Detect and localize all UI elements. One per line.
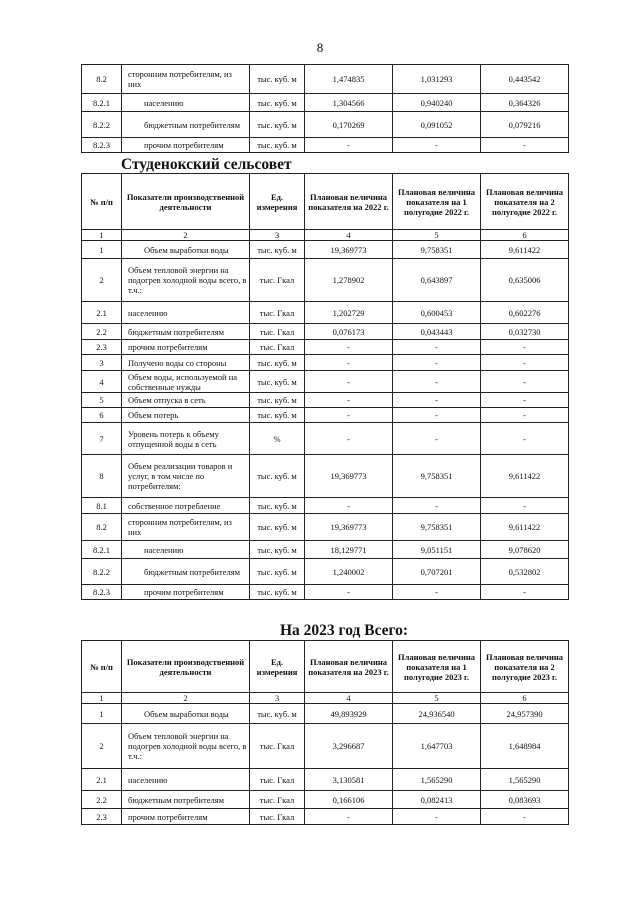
row-number: 3 [82, 355, 122, 371]
row-value-h2: - [481, 498, 569, 514]
table-row [82, 302, 569, 324]
row-value-h1: 0,600453 [393, 302, 481, 324]
index-cell: 3 [250, 230, 305, 241]
row-value-h2: 9,611422 [481, 241, 569, 259]
row-indicator: Объем отпуска в сеть [122, 393, 250, 408]
studenok-table [81, 173, 569, 600]
row-unit: тыс. Гкал [250, 769, 305, 791]
row-value-year: - [305, 340, 393, 355]
row-unit: тыс. куб. м [250, 355, 305, 371]
row-value-h2: - [481, 423, 569, 455]
row-unit: тыс. куб. м [250, 704, 305, 724]
row-indicator: Объем выработки воды [122, 241, 250, 259]
row-value-h1: - [393, 138, 481, 153]
table-row [82, 809, 569, 825]
row-unit: тыс. Гкал [250, 724, 305, 769]
row-value-h1: 9,758351 [393, 514, 481, 541]
row-value-year: - [305, 355, 393, 371]
row-indicator: бюджетным потребителям [122, 324, 250, 340]
row-value-year: 1,304566 [305, 94, 393, 112]
table-row [82, 355, 569, 371]
row-number: 5 [82, 393, 122, 408]
header-unit: Ед. измерения [250, 641, 305, 693]
row-value-h2: - [481, 138, 569, 153]
row-value-h2: - [481, 809, 569, 825]
row-value-h1: - [393, 585, 481, 600]
table-row [82, 393, 569, 408]
row-value-h2: 0,443542 [481, 65, 569, 94]
row-value-year: 3,130581 [305, 769, 393, 791]
row-number: 2 [82, 724, 122, 769]
table-row [82, 259, 569, 302]
row-indicator: Получено воды со стороны [122, 355, 250, 371]
index-row [82, 693, 569, 704]
row-number: 2 [82, 259, 122, 302]
row-number: 8.2.1 [82, 94, 122, 112]
row-value-h1: - [393, 371, 481, 393]
row-unit: тыс. куб. м [250, 541, 305, 559]
row-value-year: 19,369773 [305, 455, 393, 498]
row-number: 7 [82, 423, 122, 455]
row-unit: тыс. куб. м [250, 112, 305, 138]
row-value-year: 0,166106 [305, 791, 393, 809]
row-unit: тыс. куб. м [250, 65, 305, 94]
row-value-year: 49,893929 [305, 704, 393, 724]
row-unit: тыс. куб. м [250, 371, 305, 393]
total-2023-table [81, 640, 569, 825]
row-indicator: Объем тепловой энергии на подогрев холодной воды всего, в т.ч.: [122, 724, 250, 769]
row-number: 2.2 [82, 324, 122, 340]
row-value-year: - [305, 809, 393, 825]
row-value-year: 1,474835 [305, 65, 393, 94]
table-row [82, 498, 569, 514]
row-value-year: 1,278902 [305, 259, 393, 302]
row-unit: тыс. куб. м [250, 559, 305, 585]
row-value-year: - [305, 393, 393, 408]
row-value-h2: - [481, 585, 569, 600]
table-row [82, 138, 569, 153]
row-number: 2.3 [82, 809, 122, 825]
row-value-h2: 9,078620 [481, 541, 569, 559]
row-unit: тыс. куб. м [250, 498, 305, 514]
row-indicator: населению [122, 541, 250, 559]
row-unit: тыс. куб. м [250, 241, 305, 259]
index-cell: 1 [82, 230, 122, 241]
index-cell: 1 [82, 693, 122, 704]
row-value-h2: - [481, 355, 569, 371]
row-indicator: населению [122, 769, 250, 791]
table-row [82, 724, 569, 769]
row-indicator: прочим потребителям [122, 809, 250, 825]
row-value-year: 0,170269 [305, 112, 393, 138]
row-number: 2.1 [82, 769, 122, 791]
row-indicator: Объем потерь [122, 408, 250, 423]
index-cell: 5 [393, 693, 481, 704]
continuation-table [81, 64, 569, 153]
row-value-h1: 9,051151 [393, 541, 481, 559]
row-value-year: - [305, 408, 393, 423]
row-value-h1: 0,643897 [393, 259, 481, 302]
row-unit: тыс. куб. м [250, 455, 305, 498]
row-value-h1: 24,936540 [393, 704, 481, 724]
row-indicator: прочим потребителям [122, 340, 250, 355]
row-value-h2: 0,364326 [481, 94, 569, 112]
row-unit: тыс. Гкал [250, 791, 305, 809]
row-unit: тыс. Гкал [250, 340, 305, 355]
row-number: 2.3 [82, 340, 122, 355]
row-indicator: Объем реализации товаров и услуг, в том числе по потребителям: [122, 455, 250, 498]
row-number: 8.2.2 [82, 559, 122, 585]
row-unit: тыс. Гкал [250, 809, 305, 825]
row-indicator: бюджетным потребителям [122, 559, 250, 585]
section-title-2023: На 2023 год Всего: [280, 622, 409, 639]
table-row [82, 65, 569, 94]
row-unit: тыс. Гкал [250, 259, 305, 302]
row-value-h2: - [481, 371, 569, 393]
row-indicator: прочим потребителям [122, 585, 250, 600]
row-value-year: 19,369773 [305, 241, 393, 259]
header-year: Плановая величина показателя на 2023 г. [305, 641, 393, 693]
row-value-year: - [305, 371, 393, 393]
row-value-h1: - [393, 355, 481, 371]
header-h1: Плановая величина показателя на 1 полугодие 2023 г. [393, 641, 481, 693]
row-indicator: прочим потребителям [122, 138, 250, 153]
header-indicator: Показатели производственной деятельности [122, 174, 250, 230]
table-row [82, 559, 569, 585]
row-value-h2: 24,957390 [481, 704, 569, 724]
table-row [82, 585, 569, 600]
index-row [82, 230, 569, 241]
header-number: № п/п [82, 641, 122, 693]
header-year: Плановая величина показателя на 2022 г. [305, 174, 393, 230]
row-number: 8 [82, 455, 122, 498]
row-value-h1: 9,758351 [393, 241, 481, 259]
row-number: 8.2.3 [82, 138, 122, 153]
row-indicator: населению [122, 302, 250, 324]
row-number: 4 [82, 371, 122, 393]
index-cell: 5 [393, 230, 481, 241]
header-h1: Плановая величина показателя на 1 полугодие 2022 г. [393, 174, 481, 230]
row-value-year: 0,076173 [305, 324, 393, 340]
page-number: 8 [316, 40, 324, 55]
index-cell: 4 [305, 693, 393, 704]
row-value-h2: 9,611422 [481, 455, 569, 498]
row-value-h2: - [481, 340, 569, 355]
row-number: 1 [82, 704, 122, 724]
row-value-h2: 0,083693 [481, 791, 569, 809]
table-row [82, 791, 569, 809]
row-value-h2: 0,635006 [481, 259, 569, 302]
row-value-h1: - [393, 809, 481, 825]
row-value-h1: 9,758351 [393, 455, 481, 498]
index-cell: 6 [481, 230, 569, 241]
table-row [82, 514, 569, 541]
table-row [82, 541, 569, 559]
row-number: 8.2.3 [82, 585, 122, 600]
row-value-h1: 1,565290 [393, 769, 481, 791]
row-unit: тыс. куб. м [250, 94, 305, 112]
row-value-year: 18,129771 [305, 541, 393, 559]
row-number: 8.2 [82, 65, 122, 94]
row-indicator: Уровень потерь к объему отпущенной воды в сеть [122, 423, 250, 455]
row-value-h1: 1,031293 [393, 65, 481, 94]
row-unit: % [250, 423, 305, 455]
row-value-h1: 1,647703 [393, 724, 481, 769]
row-unit: тыс. куб. м [250, 408, 305, 423]
row-value-h2: - [481, 408, 569, 423]
table-row [82, 112, 569, 138]
table-row [82, 241, 569, 259]
row-number: 8.2 [82, 514, 122, 541]
row-unit: тыс. куб. м [250, 393, 305, 408]
row-value-h2: 1,648984 [481, 724, 569, 769]
row-indicator: Объем воды, используемой на собственные нужды [122, 371, 250, 393]
row-number: 1 [82, 241, 122, 259]
row-value-h1: 0,707201 [393, 559, 481, 585]
header-unit: Ед. измерения [250, 174, 305, 230]
row-unit: тыс. куб. м [250, 514, 305, 541]
table-row [82, 371, 569, 393]
row-number: 8.1 [82, 498, 122, 514]
row-indicator: бюджетным потребителям [122, 791, 250, 809]
row-value-year: 1,240002 [305, 559, 393, 585]
row-number: 2.1 [82, 302, 122, 324]
row-indicator: сторонним потребителям, из них [122, 65, 250, 94]
row-value-year: 3,296687 [305, 724, 393, 769]
row-indicator: собственное потребление [122, 498, 250, 514]
row-value-year: - [305, 585, 393, 600]
row-number: 2.2 [82, 791, 122, 809]
row-value-h1: 0,940240 [393, 94, 481, 112]
row-value-year: - [305, 498, 393, 514]
row-value-h2: 0,079216 [481, 112, 569, 138]
header-number: № п/п [82, 174, 122, 230]
row-value-h1: 0,043443 [393, 324, 481, 340]
row-value-h1: - [393, 423, 481, 455]
row-unit: тыс. куб. м [250, 138, 305, 153]
row-value-h1: 0,091052 [393, 112, 481, 138]
table-row [82, 769, 569, 791]
index-cell: 6 [481, 693, 569, 704]
table-row [82, 324, 569, 340]
table-row [82, 455, 569, 498]
index-cell: 4 [305, 230, 393, 241]
row-value-h2: 0,602276 [481, 302, 569, 324]
table-row [82, 423, 569, 455]
row-unit: тыс. Гкал [250, 324, 305, 340]
row-indicator: Объем выработки воды [122, 704, 250, 724]
row-indicator: бюджетным потребителям [122, 112, 250, 138]
table-header-row [82, 174, 569, 230]
table-header-row [82, 641, 569, 693]
row-value-year: 19,369773 [305, 514, 393, 541]
row-indicator: сторонним потребителям, из них [122, 514, 250, 541]
index-cell: 3 [250, 693, 305, 704]
table-row [82, 408, 569, 423]
row-value-year: - [305, 423, 393, 455]
row-value-h1: - [393, 408, 481, 423]
row-unit: тыс. Гкал [250, 302, 305, 324]
table-row [82, 340, 569, 355]
header-indicator: Показатели производственной деятельности [122, 641, 250, 693]
row-value-h1: - [393, 393, 481, 408]
row-value-h2: 0,532802 [481, 559, 569, 585]
row-value-h1: 0,082413 [393, 791, 481, 809]
row-number: 8.2.2 [82, 112, 122, 138]
row-value-h1: - [393, 340, 481, 355]
row-value-h1: - [393, 498, 481, 514]
index-cell: 2 [122, 230, 250, 241]
index-cell: 2 [122, 693, 250, 704]
header-h2: Плановая величина показателя на 2 полугодие 2022 г. [481, 174, 569, 230]
row-unit: тыс. куб. м [250, 585, 305, 600]
row-value-year: 1,202729 [305, 302, 393, 324]
row-value-h2: 0,032730 [481, 324, 569, 340]
row-indicator: населению [122, 94, 250, 112]
row-number: 8.2.1 [82, 541, 122, 559]
table-row [82, 94, 569, 112]
table-row [82, 704, 569, 724]
row-value-h2: - [481, 393, 569, 408]
row-value-h2: 1,565290 [481, 769, 569, 791]
row-value-year: - [305, 138, 393, 153]
section-title-studenok: Студенокский сельсовет [121, 156, 292, 173]
row-indicator: Объем тепловой энергии на подогрев холодной воды всего, в т.ч.: [122, 259, 250, 302]
header-h2: Плановая величина показателя на 2 полугодие 2023 г. [481, 641, 569, 693]
row-number: 6 [82, 408, 122, 423]
row-value-h2: 9,611422 [481, 514, 569, 541]
